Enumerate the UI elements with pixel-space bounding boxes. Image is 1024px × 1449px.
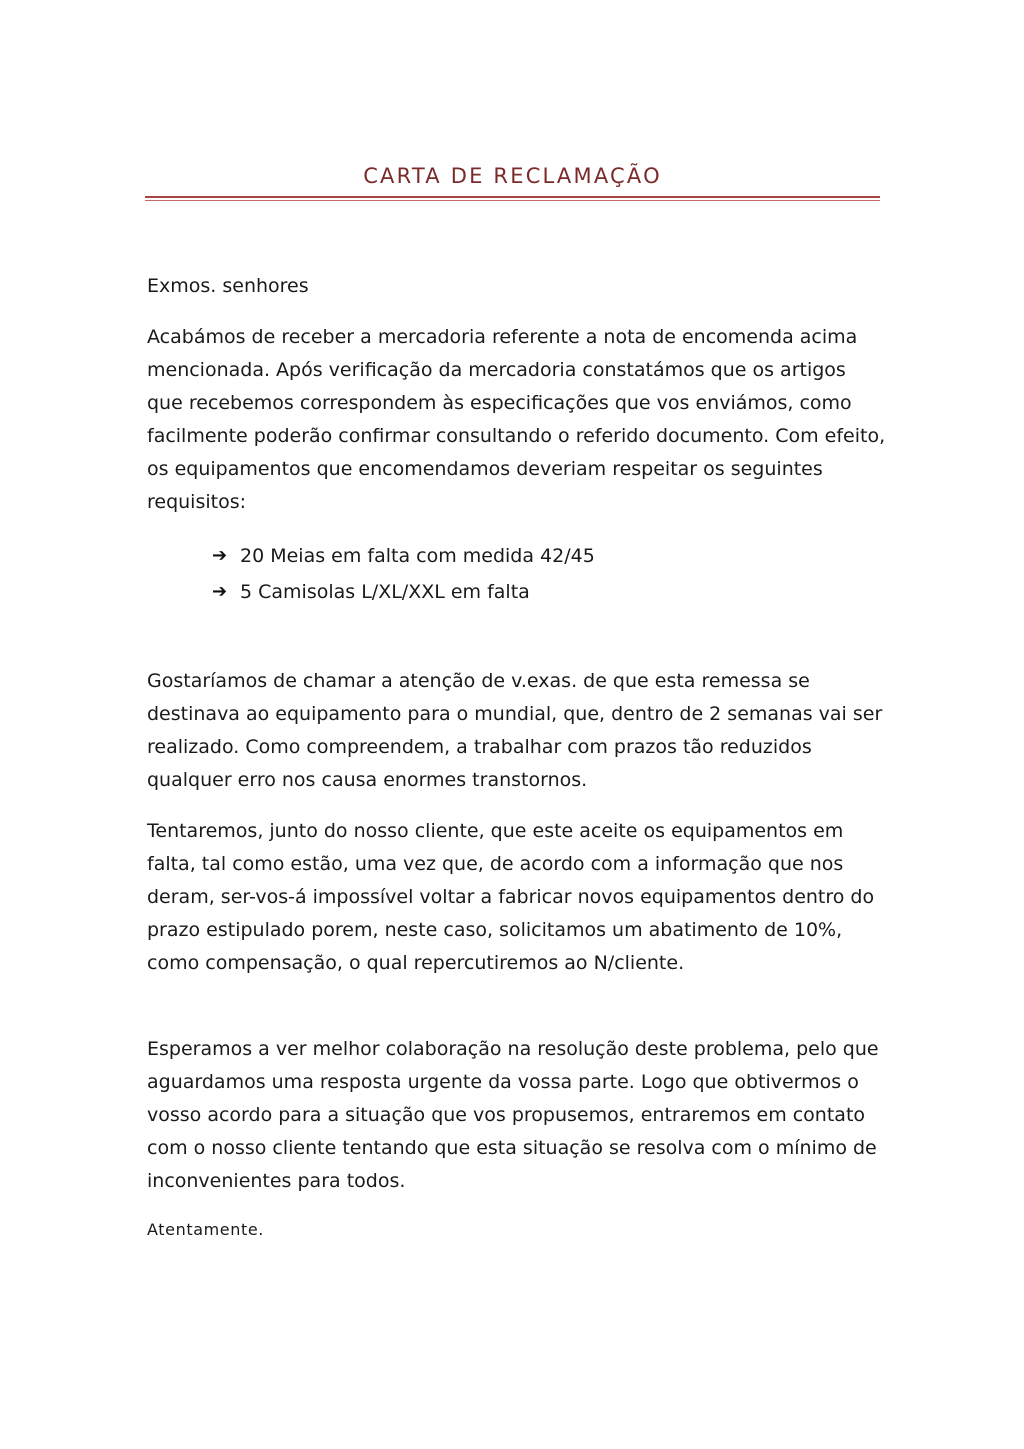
list-item-text: 20 Meias em falta com medida 42/45 — [240, 545, 595, 567]
requirements-list — [212, 538, 595, 610]
title-underline-thin — [145, 200, 880, 201]
paragraph-expectation: Esperamos a ver melhor colaboração na resolução deste problema, pelo que aguardamos uma resposta urgente da vossa parte. Logo que obtivermos o vosso acordo para a situação que vos propusemos, entraremos em contato com o nosso cliente tentando que esta situação se resolva com o mínimo de inconvenientes para todos. — [147, 1038, 879, 1192]
document-title: CARTA DE RECLAMAÇÃO — [363, 164, 662, 188]
title-underline-thick — [145, 196, 880, 198]
arrow-right-icon: ➔ — [212, 545, 228, 566]
salutation: Exmos. senhores — [147, 275, 309, 297]
list-item-text: 5 Camisolas L/XL/XXL em falta — [240, 581, 530, 603]
paragraph-proposal: Tentaremos, junto do nosso cliente, que este aceite os equipamentos em falta, tal como estão, uma vez que, de acordo com a informação que nos deram, ser-vos-á impossível voltar a fabricar novos equipamentos dentro do prazo estipulado porem, neste caso, solicitamos um abatimento de 10%, como compensação, o qual repercutiremos ao N/cliente. — [147, 820, 875, 974]
arrow-right-icon: ➔ — [212, 581, 228, 602]
list-item — [212, 574, 595, 610]
closing: Atentamente. — [147, 1220, 264, 1239]
list-item — [212, 538, 595, 574]
paragraph-intro: Acabámos de receber a mercadoria referente a nota de encomenda acima mencionada. Após verificação da mercadoria constatámos que os artigos que recebemos correspondem às especificações que vos enviámos, como facilmente poderão confirmar consultando o referido documento. Com efeito, os equipamentos que encomendamos deveriam respeitar os seguintes requisitos: — [147, 326, 886, 513]
paragraph-attention: Gostaríamos de chamar a atenção de v.exas. de que esta remessa se destinava ao equipamento para o mundial, que, dentro de 2 semanas vai ser realizado. Como compreendem, a trabalhar com prazos tão reduzidos qualquer erro nos causa enormes transtornos. — [147, 670, 883, 791]
title-underline — [145, 196, 880, 202]
